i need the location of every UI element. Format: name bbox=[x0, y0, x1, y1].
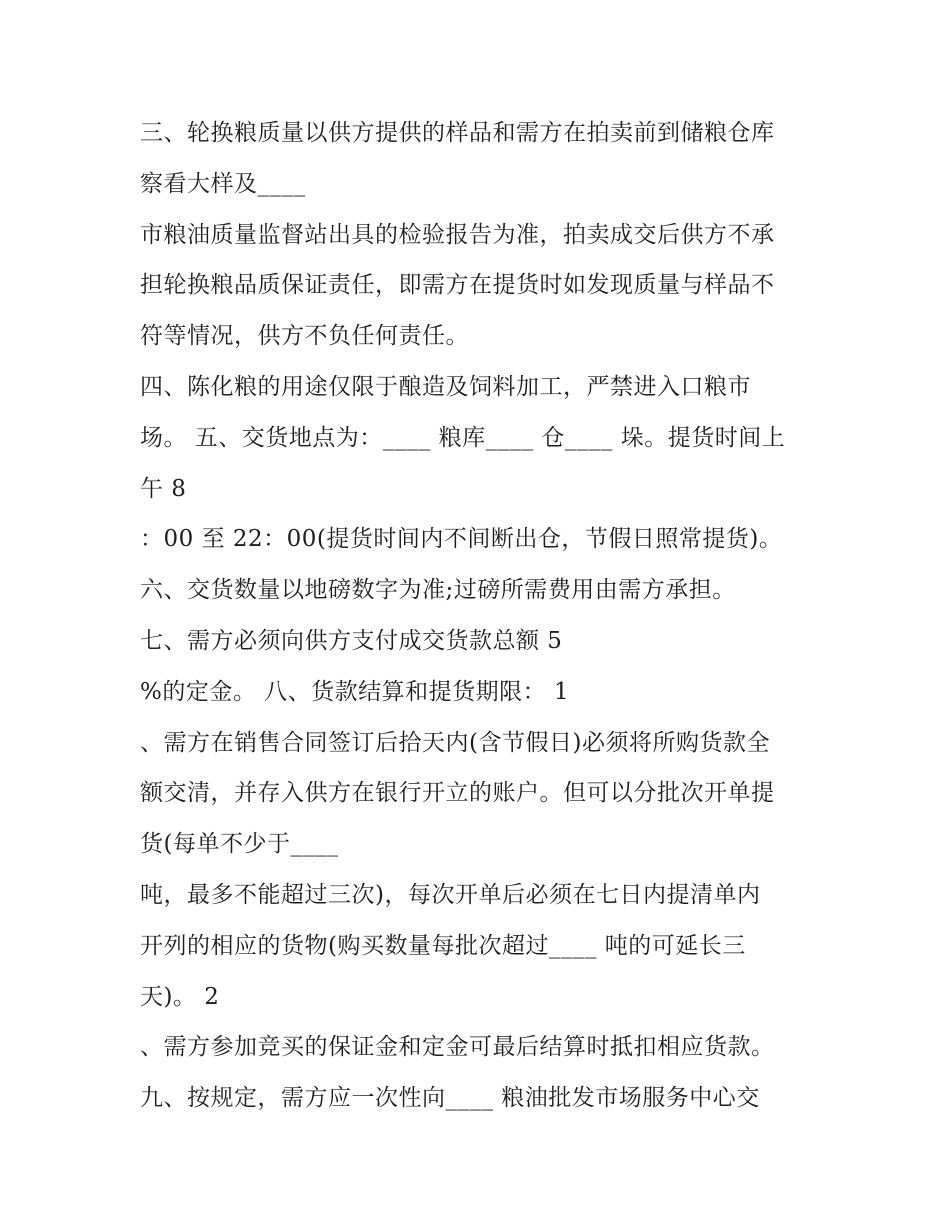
text-line: 午 8 bbox=[140, 475, 187, 502]
text-line: 察看大样及____ bbox=[140, 170, 306, 197]
text-line: 七、需方必须向供方支付成交货款总额 5 bbox=[140, 627, 563, 654]
text-line: 市粮油质量监督站出具的检验报告为准，拍卖成交后供方不承 bbox=[140, 221, 775, 248]
text-line: 四、陈化粮的用途仅限于酿造及饲料加工，严禁进入口粮市 bbox=[140, 373, 751, 400]
text-line: %的定金。 八、货款结算和提货期限： 1 bbox=[140, 678, 570, 705]
document-body bbox=[140, 108, 830, 1124]
text-line: 九、按规定，需方应一次性向____ 粮油批发市场服务中心交 bbox=[140, 1085, 760, 1112]
text-line: 六、交货数量以地磅数字为准;过磅所需费用由需方承担。 bbox=[140, 577, 736, 604]
text-line: 额交清，并存入供方在银行开立的账户。但可以分批次开单提 bbox=[140, 780, 775, 807]
text-line: 三、轮换粮质量以供方提供的样品和需方在拍卖前到储粮仓库 bbox=[140, 120, 775, 146]
text-line: 、需方参加竞买的保证金和定金可最后结算时抵扣相应货款。 bbox=[140, 1034, 775, 1061]
text-line: 担轮换粮品质保证责任，即需方在提货时如发现质量与样品不 bbox=[140, 272, 775, 299]
text-line: 天)。 2 bbox=[140, 983, 220, 1010]
text-line: 、需方在销售合同签订后拾天内(含节假日)必须将所购货款全 bbox=[140, 729, 770, 756]
text-line: 开列的相应的货物(购买数量每批次超过____ 吨的可延长三 bbox=[140, 932, 746, 959]
text-line: 符等情况，供方不负任何责任。 bbox=[140, 323, 469, 350]
text-line: 吨，最多不能超过三次)，每次开单后必须在七日内提清单内 bbox=[140, 881, 761, 908]
text-line: ：00 至 22：00(提货时间内不间断出仓，节假日照常提货)。 bbox=[140, 526, 783, 553]
text-line: 场。 五、交货地点为：____ 粮库____ 仓____ 垛。提货时间上 bbox=[140, 424, 786, 451]
text-line: 货(每单不少于____ bbox=[140, 831, 339, 858]
